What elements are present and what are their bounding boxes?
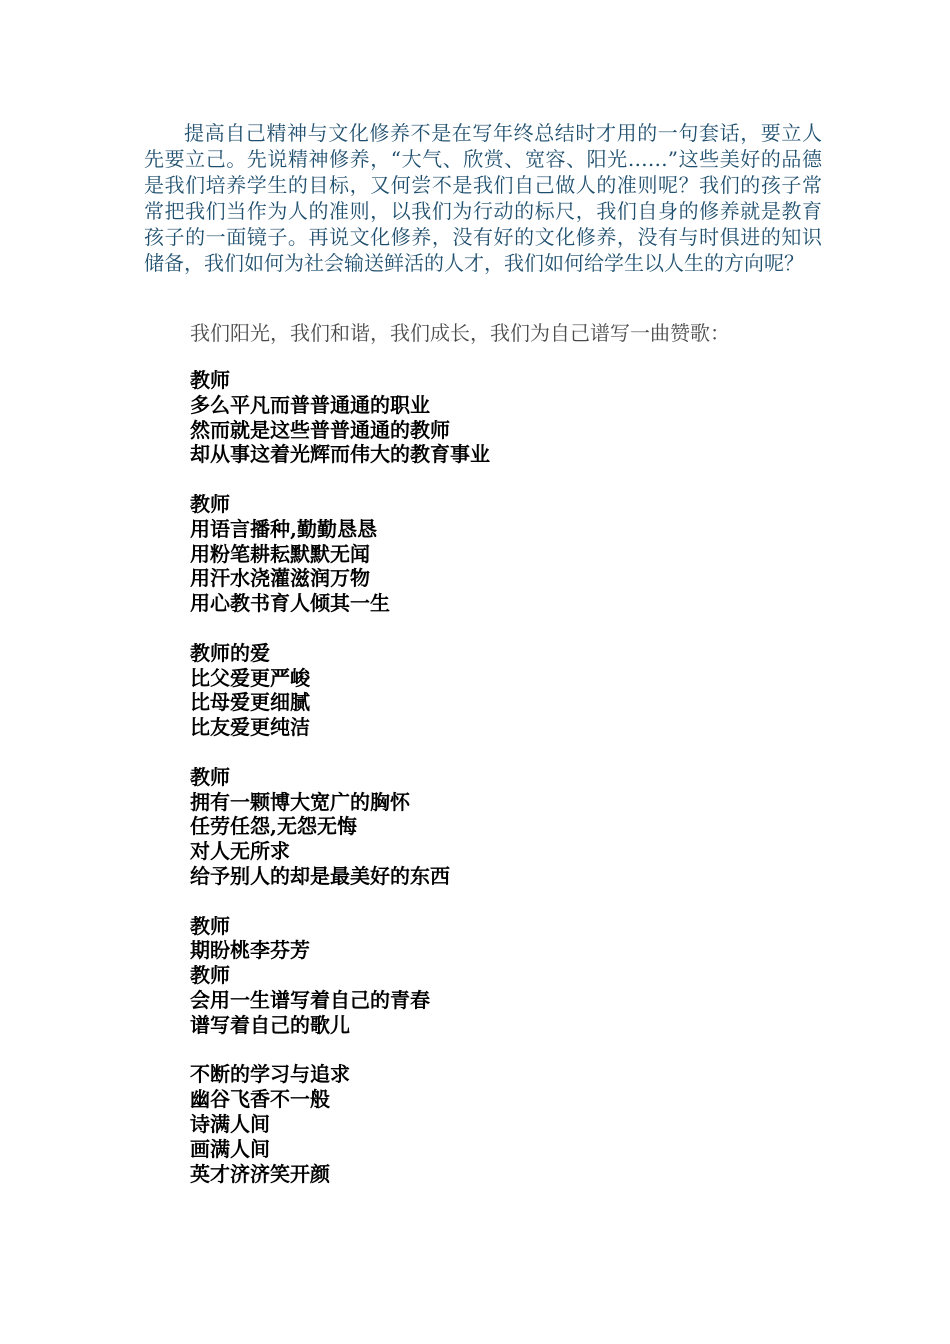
poem-line: 然而就是这些普普通通的教师: [190, 417, 450, 442]
poem-intro: 我们阳光，我们和谐，我们成长，我们为自己谱写一曲赞歌：: [190, 321, 730, 345]
poem-stanza: [190, 1062, 490, 1186]
poem-line: 幽谷飞香不一般: [190, 1087, 330, 1112]
poem-line: 会用一生谱写着自己的青春: [190, 987, 430, 1012]
poem-line: 期盼桃李芬芳: [190, 938, 310, 963]
poem-line: 教师: [190, 491, 230, 516]
poem-line: 英才济济笑开颜: [190, 1161, 330, 1186]
poem-line: 教师: [190, 963, 230, 988]
poem-line: 谱写着自己的歌儿: [190, 1012, 350, 1037]
poem-line: 用语言播种,勤勤恳恳: [190, 516, 377, 541]
poem-line: 诗满人间: [190, 1111, 270, 1136]
poem-line: 教师的爱: [190, 640, 270, 665]
poem-line: 拥有一颗博大宽广的胸怀: [190, 789, 410, 814]
poem-line: 比友爱更纯洁: [190, 715, 310, 740]
poem-line: 用粉笔耕耘默默无闻: [190, 541, 370, 566]
poem-line: 用心教书育人倾其一生: [190, 591, 390, 616]
poem-stanza: [190, 914, 490, 1038]
poem-line: 任劳任怨,无怨无悔: [190, 814, 357, 839]
paragraph: 提高自己精神与文化修养不是在写年终总结时才用的一句套话，要立人先要立己。先说精神修养，“大气、欣赏、宽容、阳光……”这些美好的品德是我们培养学生的目标，又何尝不是我们自己做人的准则呢？我们的孩子常常把我们当作为人的准则，以我们为行动的标尺，我们自身的修养就是教育孩子的一面镜子。再说文化修养，没有好的文化修养，没有与时俱进的知识储备，我们如何为社会输送鲜活的人才，我们如何给学生以人生的方向呢？: [144, 121, 822, 275]
poem-line: 对人无所求: [190, 839, 290, 864]
poem-stanza: [190, 368, 490, 467]
poem-line: 画满人间: [190, 1136, 270, 1161]
poem-line: 多么平凡而普普通通的职业: [190, 392, 430, 417]
body-text: [144, 120, 822, 276]
poem-line: 教师: [190, 764, 230, 789]
poem-line: 教师: [190, 913, 230, 938]
poem-line: 用汗水浇灌滋润万物: [190, 566, 370, 591]
poem-stanza: [190, 492, 490, 616]
poem-stanza: [190, 641, 490, 740]
poem-line: 不断的学习与追求: [190, 1062, 350, 1087]
poem-line: 比父爱更严峻: [190, 665, 310, 690]
poem-line: 教师: [190, 368, 230, 392]
poem: [190, 368, 490, 1211]
poem-line: 却从事这着光辉而伟大的教育事业: [190, 442, 490, 467]
poem-line: 给予别人的却是最美好的东西: [190, 863, 450, 888]
poem-line: 比母爱更细腻: [190, 690, 310, 715]
poem-stanza: [190, 765, 490, 889]
